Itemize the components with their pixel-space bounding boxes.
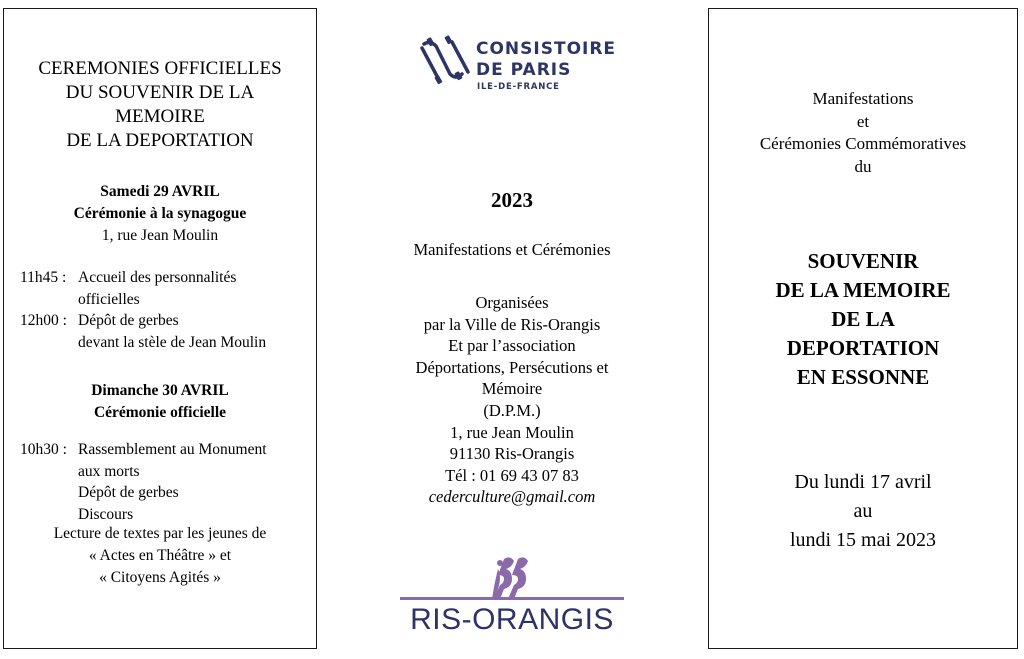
logo-line: ILE-DE-FRANCE [477, 82, 560, 92]
program-time: 11h45 : [20, 269, 67, 286]
headline-line: EN ESSONNE [796, 365, 930, 389]
organiser-line: Mémoire [481, 379, 543, 399]
organiser-line: Déportations, Persécutions et [415, 357, 609, 377]
subtitle: Manifestations et Cérémonies [413, 240, 611, 259]
organiser-line: par la Ville de Ris-Orangis [423, 314, 601, 334]
sunday-program [20, 439, 267, 525]
sunday-header [4, 380, 316, 424]
ceremonies-title [4, 57, 316, 153]
intro-line: et [856, 111, 870, 131]
program-text: Dépôt de gerbes [78, 484, 179, 501]
middle-panel [330, 8, 694, 649]
left-panel [3, 8, 317, 649]
program-text: Discours [78, 505, 134, 523]
saturday-header [4, 181, 316, 247]
organiser-line: Organisées [475, 293, 549, 312]
email-link[interactable]: cederculture@gmail.com [428, 487, 596, 507]
right-panel [708, 8, 1018, 649]
organiser-line: 91130 Ris-Orangis [449, 444, 575, 464]
lecture-line: « Actes en Théâtre » et [88, 547, 232, 564]
program-item [20, 439, 267, 461]
organiser-line: (D.P.M.) [483, 400, 541, 420]
program-item [20, 310, 266, 332]
date-range [709, 468, 1017, 555]
lecture-text [4, 523, 316, 589]
headline-line: SOUVENIR [807, 249, 919, 273]
date-line: Du lundi 17 avril [794, 471, 932, 493]
sunday-event: Cérémonie officielle [93, 404, 227, 421]
intro-line: Manifestations [812, 89, 914, 108]
program-text: devant la stèle de Jean Moulin [78, 333, 267, 351]
organiser-line: Et par l’association [448, 336, 576, 356]
sunday-date: Dimanche 30 AVRIL [91, 382, 229, 399]
date-line: lundi 15 mai 2023 [789, 529, 937, 551]
logo-line: DE PARIS [476, 60, 572, 80]
intro-line: Cérémonies Commémoratives [759, 134, 967, 153]
headline-line: DE LA [831, 307, 895, 331]
saturday-address: 1, rue Jean Moulin [101, 227, 219, 244]
intro-text [709, 88, 1017, 178]
phone: Tél : 01 69 43 07 83 [445, 465, 579, 485]
title-line: CEREMONIES OFFICIELLES [38, 58, 282, 79]
title-line: DU SOUVENIR DE LA [65, 82, 255, 103]
program-time: 10h30 : [20, 441, 67, 458]
program-text: Dépôt de gerbes [78, 312, 179, 329]
torah-scroll-logo-icon [416, 34, 474, 86]
program-text: officielles [78, 290, 140, 308]
organiser-line: 1, rue Jean Moulin [450, 422, 574, 442]
saturday-program [20, 267, 266, 353]
saturday-date: Samedi 29 AVRIL [100, 183, 220, 200]
intro-line: du [854, 156, 872, 176]
lecture-line: « Citoyens Agités » [99, 569, 221, 586]
program-text: Accueil des personnalités [78, 269, 237, 286]
program-item [20, 267, 266, 289]
organisers-block [330, 292, 694, 508]
program-text: aux morts [78, 462, 140, 480]
year: 2023 [491, 188, 533, 212]
program-time: 12h00 : [20, 312, 67, 329]
headline-line: DEPORTATION [786, 336, 940, 360]
date-line: au [853, 500, 873, 522]
ris-orangis-logo-text: RIS-ORANGIS [410, 603, 614, 636]
title-line: DE LA DEPORTATION [66, 130, 254, 151]
saturday-event: Cérémonie à la synagogue [73, 205, 247, 222]
logo-line: CONSISTOIRE [476, 39, 617, 59]
lecture-line: Lecture de textes par les jeunes de [53, 525, 267, 542]
headline-line: DE LA MEMOIRE [775, 278, 951, 302]
consistoire-logo-text [476, 39, 616, 93]
headline [709, 247, 1017, 392]
program-text: Rassemblement au Monument [78, 441, 267, 458]
ris-orangis-emblem-icon [400, 553, 624, 603]
title-line: MEMOIRE [115, 106, 205, 127]
